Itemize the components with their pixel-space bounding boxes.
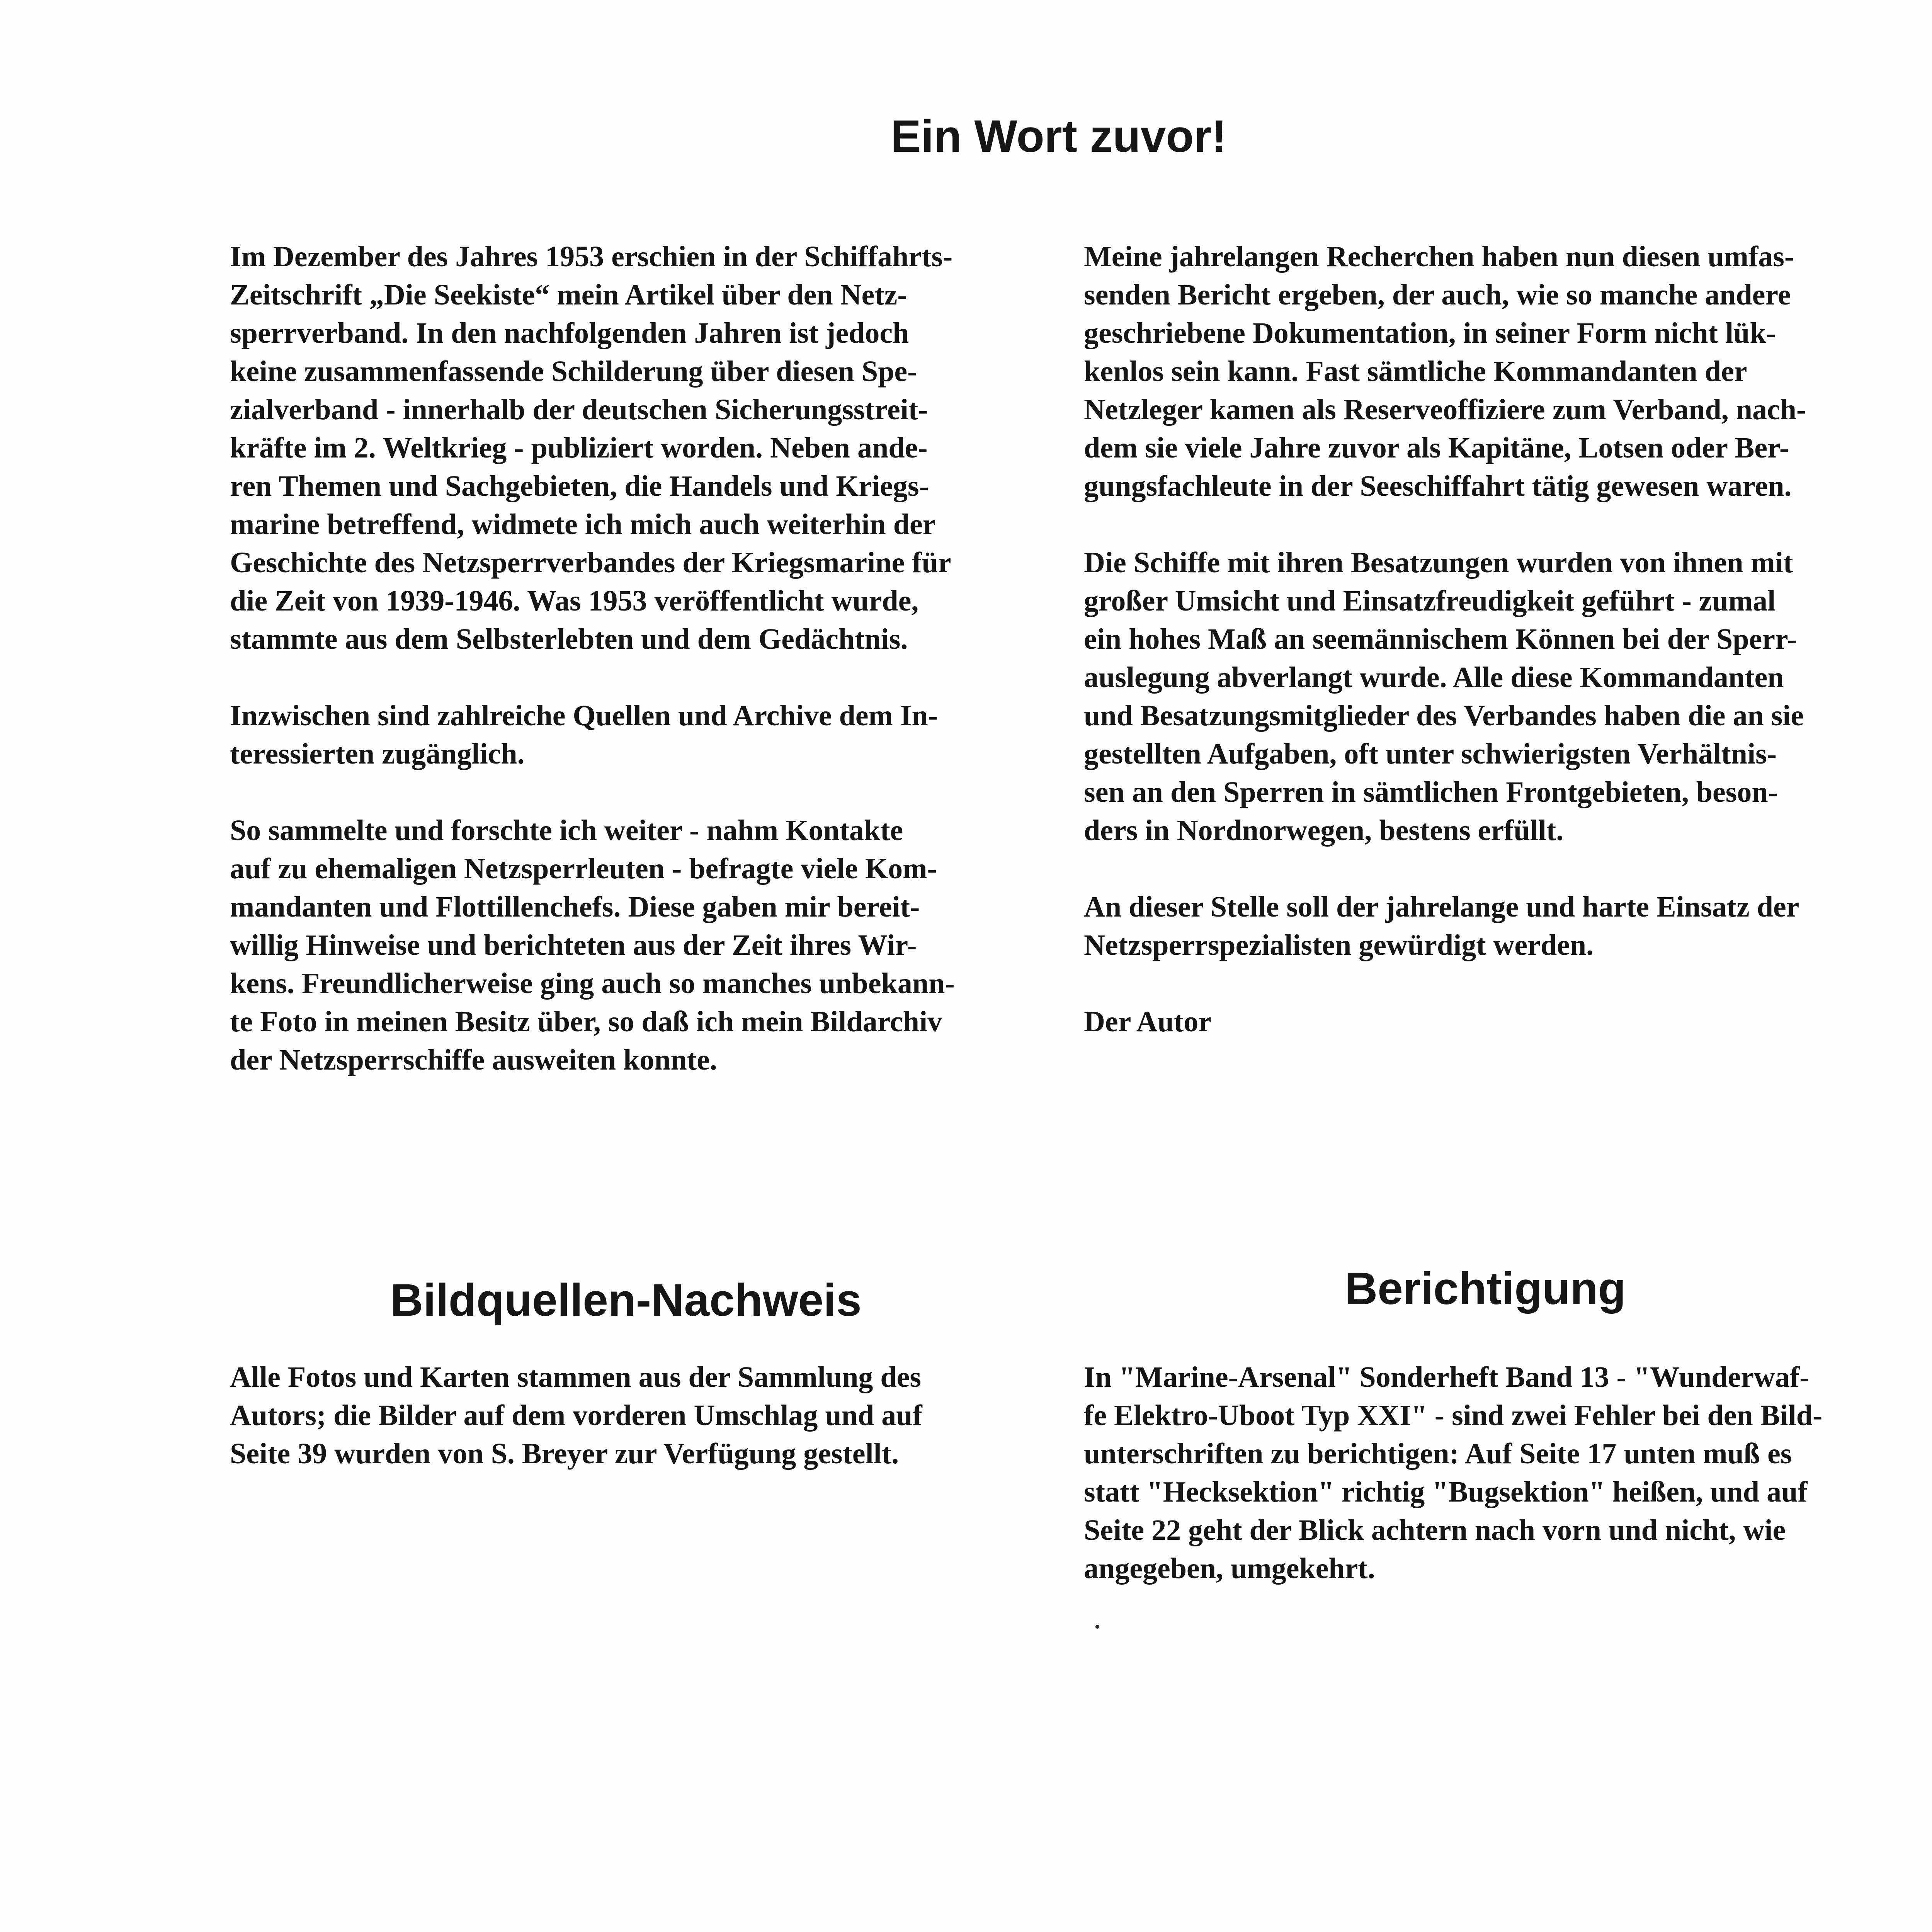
text-line: Netzleger kamen als Reserveoffiziere zum Verband, nach- [1084, 393, 1806, 426]
text-line: Inzwischen sind zahlreiche Quellen und Archive dem In- [230, 699, 938, 732]
text-line: geschriebene Dokumentation, in seiner Form nicht lük- [1084, 317, 1776, 349]
correction-paragraph [1084, 1358, 1891, 1588]
foreword-paragraph [1084, 238, 1891, 505]
text-line: und Besatzungsmitglieder des Verbandes haben die an sie [1084, 699, 1804, 732]
text-line: auf zu ehemaligen Netzsperrleuten - befragte viele Kom- [230, 852, 937, 885]
text-line: kräfte im 2. Weltkrieg - publiziert worden. Neben ande- [230, 432, 928, 464]
text-line: Seite 22 geht der Blick achtern nach vorn und nicht, wie [1084, 1514, 1786, 1546]
text-line: In "Marine-Arsenal" Sonderheft Band 13 - "Wunderwaf- [1084, 1361, 1810, 1393]
correction-column [1084, 1358, 1891, 1588]
text-line: Meine jahrelangen Recherchen haben nun diesen umfas- [1084, 240, 1794, 273]
author-signature: Der Autor [1084, 1005, 1211, 1038]
text-line: Die Schiffe mit ihren Besatzungen wurden von ihnen mit [1084, 546, 1793, 579]
text-line: der Netzsperrschiffe ausweiten konnte. [230, 1044, 717, 1076]
foreword-paragraph [1084, 888, 1891, 964]
text-line: Netzsperrspezialisten gewürdigt werden. [1084, 929, 1594, 961]
text-line: sen an den Sperren in sämtlichen Frontgebieten, beson- [1084, 776, 1778, 808]
text-line: willig Hinweise und berichteten aus der Zeit ihres Wir- [230, 929, 917, 961]
text-line: Autors; die Bilder auf dem vorderen Umschlag und auf [230, 1399, 922, 1432]
text-line: An dieser Stelle soll der jahrelange und harte Einsatz der [1084, 891, 1799, 923]
text-line: Seite 39 wurden von S. Breyer zur Verfügung gestellt. [230, 1437, 899, 1470]
text-line: kenlos sein kann. Fast sämtliche Kommandanten der [1084, 355, 1747, 388]
text-line: statt "Hecksektion" richtig "Bugsektion" heißen, und auf [1084, 1476, 1808, 1508]
text-line: dem sie viele Jahre zuvor als Kapitäne, Lotsen oder Ber- [1084, 432, 1789, 464]
text-line: teressierten zugänglich. [230, 738, 525, 770]
sources-paragraph [230, 1358, 1018, 1473]
text-line: Zeitschrift „Die Seekiste“ mein Artikel über den Netz- [230, 279, 907, 311]
text-line: keine zusammenfassende Schilderung über diesen Spe- [230, 355, 917, 388]
text-line: kens. Freundlicherweise ging auch so manches unbekann- [230, 967, 955, 1000]
foreword-paragraph [230, 238, 1018, 658]
text-line: Alle Fotos und Karten stammen aus der Sammlung des [230, 1361, 921, 1393]
text-line: gestellten Aufgaben, oft unter schwierigsten Verhältnis- [1084, 738, 1777, 770]
foreword-title: Ein Wort zuvor! [891, 111, 1227, 162]
text-line: Im Dezember des Jahres 1953 erschien in der Schiffahrts- [230, 240, 953, 273]
text-line: te Foto in meinen Besitz über, so daß ich mein Bildarchiv [230, 1005, 942, 1038]
foreword-signature [1084, 1003, 1891, 1041]
correction-title: Berichtigung [1345, 1263, 1626, 1314]
sources-title: Bildquellen-Nachweis [390, 1275, 862, 1326]
text-line: mandanten und Flottillenchefs. Diese gaben mir bereit- [230, 891, 920, 923]
text-line: senden Bericht ergeben, der auch, wie so manche andere [1084, 279, 1791, 311]
foreword-right-column [1084, 238, 1891, 1041]
foreword-paragraph [230, 811, 1018, 1079]
foreword-paragraph [230, 697, 1018, 773]
text-line: fe Elektro-Uboot Typ XXI" - sind zwei Fehler bei den Bild- [1084, 1399, 1823, 1432]
foreword-left-column [230, 238, 1018, 1079]
text-line: auslegung abverlangt wurde. Alle diese Kommandanten [1084, 661, 1784, 694]
text-line: stammte aus dem Selbsterlebten und dem Gedächtnis. [230, 623, 908, 655]
text-line: die Zeit von 1939-1946. Was 1953 veröffentlicht wurde, [230, 585, 919, 617]
text-line: angegeben, umgekehrt. [1084, 1552, 1375, 1585]
text-line: Geschichte des Netzsperrverbandes der Kriegsmarine für [230, 546, 951, 579]
text-line: zialverband - innerhalb der deutschen Sicherungsstreit- [230, 393, 928, 426]
text-line: großer Umsicht und Einsatzfreudigkeit geführt - zumal [1084, 585, 1776, 617]
text-line: marine betreffend, widmete ich mich auch weiterhin der [230, 508, 936, 541]
text-line: ren Themen und Sachgebieten, die Handels und Kriegs- [230, 470, 929, 502]
sources-column [230, 1358, 1018, 1473]
text-line: So sammelte und forschte ich weiter - nahm Kontakte [230, 814, 903, 847]
foreword-paragraph [1084, 544, 1891, 850]
text-line: sperrverband. In den nachfolgenden Jahren ist jedoch [230, 317, 909, 349]
scan-speck [1095, 1625, 1099, 1629]
text-line: unterschriften zu berichtigen: Auf Seite 17 unten muß es [1084, 1437, 1792, 1470]
text-line: gungsfachleute in der Seeschiffahrt tätig gewesen waren. [1084, 470, 1792, 502]
text-line: ders in Nordnorwegen, bestens erfüllt. [1084, 814, 1564, 847]
text-line: ein hohes Maß an seemännischem Können bei der Sperr- [1084, 623, 1797, 655]
